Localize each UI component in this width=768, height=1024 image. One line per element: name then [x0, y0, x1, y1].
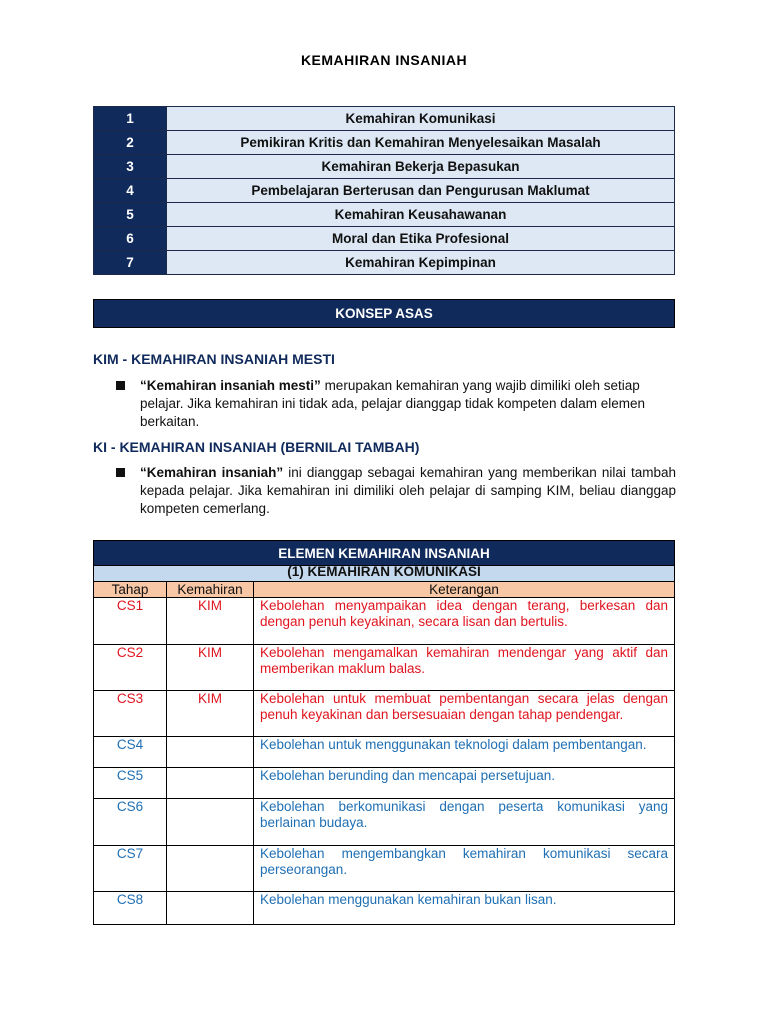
kim-cell: [167, 768, 254, 799]
skill-number: 7: [94, 251, 167, 275]
table-row: [94, 645, 675, 691]
skill-number: 2: [94, 131, 167, 155]
skill-name: Kemahiran Keusahawanan: [167, 203, 675, 227]
header-skill: Kemahiran: [167, 582, 254, 598]
skill-number: 3: [94, 155, 167, 179]
kim-heading: KIM - KEMAHIRAN INSANIAH MESTI: [93, 351, 335, 367]
kim-cell: [167, 799, 254, 846]
kim-cell: KIM: [167, 645, 254, 691]
kim-text: [140, 377, 676, 431]
header-description: Keterangan: [254, 582, 675, 598]
skill-name: Kemahiran Bekerja Bepasukan: [167, 155, 675, 179]
table-row: [94, 846, 675, 892]
description-cell: Kebolehan mengembangkan kemahiran komunikasi secara perseorangan.: [254, 846, 675, 892]
skill-name: Pembelajaran Berterusan dan Pengurusan Maklumat: [167, 179, 675, 203]
elements-title: ELEMEN KEMAHIRAN INSANIAH: [93, 540, 675, 566]
description-cell: Kebolehan berunding dan mencapai persetujuan.: [254, 768, 675, 799]
skill-name: Moral dan Etika Profesional: [167, 227, 675, 251]
table-row: [94, 691, 675, 737]
level-cell: CS7: [94, 846, 167, 892]
ki-text: [140, 464, 676, 518]
kim-bold-term: “Kemahiran insaniah mesti”: [140, 378, 321, 393]
level-cell: CS4: [94, 737, 167, 768]
table-row: [94, 227, 675, 251]
kim-cell: [167, 737, 254, 768]
description-cell: Kebolehan berkomunikasi dengan peserta komunikasi yang berlainan budaya.: [254, 799, 675, 846]
description-cell: Kebolehan mengamalkan kemahiran mendengar yang aktif dan memberikan maklum balas.: [254, 645, 675, 691]
level-cell: CS6: [94, 799, 167, 846]
table-row: [94, 131, 675, 155]
table-row: [94, 179, 675, 203]
skill-number: 4: [94, 179, 167, 203]
skill-number: 5: [94, 203, 167, 227]
skill-name: Kemahiran Komunikasi: [167, 107, 675, 131]
table-row: [94, 768, 675, 799]
konsep-asas-band: KONSEP ASAS: [93, 299, 675, 328]
description-cell: Kebolehan untuk membuat pembentangan secara jelas dengan penuh keyakinan dan bersesuaian dengan tahap pendengar.: [254, 691, 675, 737]
table-header-row: [94, 582, 675, 598]
table-row: [94, 155, 675, 179]
page-title: KEMAHIRAN INSANIAH: [300, 52, 468, 68]
kim-cell: [167, 892, 254, 925]
table-row: [94, 892, 675, 925]
level-cell: CS2: [94, 645, 167, 691]
elements-table: [93, 581, 675, 925]
description-cell: Kebolehan untuk menggunakan teknologi dalam pembentangan.: [254, 737, 675, 768]
kim-cell: [167, 846, 254, 892]
kim-bullet: [116, 377, 676, 431]
ki-bold-term: “Kemahiran insaniah”: [140, 465, 284, 480]
kim-cell: KIM: [167, 598, 254, 645]
table-row: [94, 251, 675, 275]
elements-table-container: [93, 540, 675, 925]
kim-cell: KIM: [167, 691, 254, 737]
elements-subtitle: (1) KEMAHIRAN KOMUNIKASI: [93, 566, 675, 581]
level-cell: CS8: [94, 892, 167, 925]
square-bullet-icon: [116, 381, 125, 390]
table-row: [94, 799, 675, 846]
level-cell: CS5: [94, 768, 167, 799]
ki-bullet: [116, 464, 676, 518]
skill-name: Kemahiran Kepimpinan: [167, 251, 675, 275]
table-row: [94, 107, 675, 131]
header-level: Tahap: [94, 582, 167, 598]
table-row: [94, 598, 675, 645]
skill-number: 1: [94, 107, 167, 131]
level-cell: CS1: [94, 598, 167, 645]
table-row: [94, 737, 675, 768]
square-bullet-icon: [116, 468, 125, 477]
kim-description: merupakan kemahiran yang wajib dimiliki oleh setiap pelajar. Jika kemahiran ini tidak ada, pelajar dianggap tidak kompeten dalam elemen berkaitan.: [140, 378, 646, 429]
description-cell: Kebolehan menggunakan kemahiran bukan lisan.: [254, 892, 675, 925]
level-cell: CS3: [94, 691, 167, 737]
skills-table: [93, 106, 675, 275]
skill-number: 6: [94, 227, 167, 251]
ki-description: ini dianggap sebagai kemahiran yang memberikan nilai tambah kepada pelajar. Jika kemahiran ini dimiliki oleh pelajar di samping KIM, beliau dianggap kompeten cemerlang.: [140, 465, 676, 516]
description-cell: Kebolehan menyampaikan idea dengan terang, berkesan dan dengan penuh keyakinan, secara lisan dan bertulis.: [254, 598, 675, 645]
skill-name: Pemikiran Kritis dan Kemahiran Menyelesaikan Masalah: [167, 131, 675, 155]
table-row: [94, 203, 675, 227]
ki-heading: KI - KEMAHIRAN INSANIAH (BERNILAI TAMBAH): [93, 439, 420, 455]
